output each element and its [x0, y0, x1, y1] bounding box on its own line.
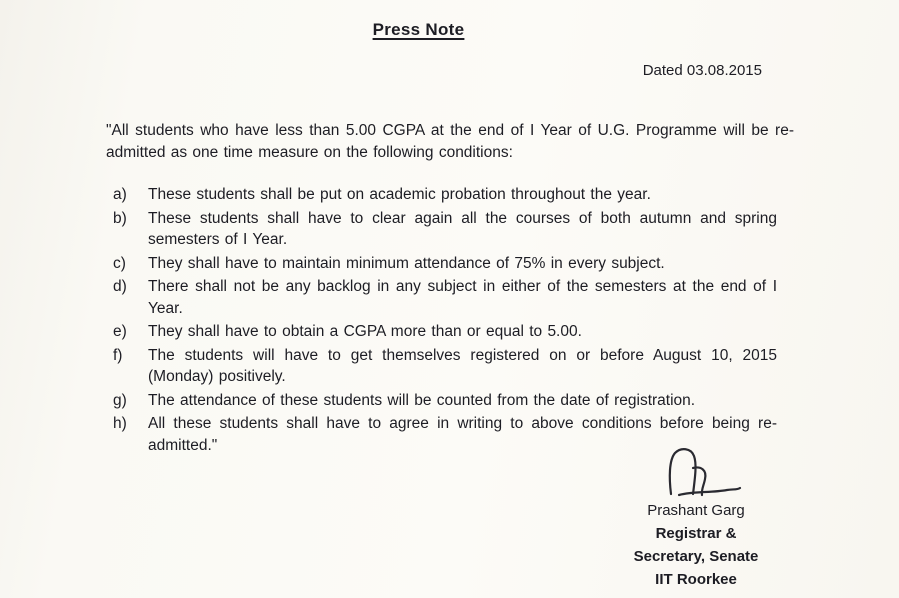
signature-block [601, 446, 791, 591]
list-item-text: The attendance of these students will be counted from the date of registration. [148, 391, 696, 409]
list-item-text: The students will have to get themselves registered on or before August 10, 2015 (Monday) positively. [148, 346, 777, 385]
signatory-title: Secretary, Senate [633, 548, 759, 565]
list-item-label: e) [113, 323, 127, 340]
list-item [113, 345, 777, 388]
list-item [113, 276, 777, 319]
signatory-name: Prashant Garg [647, 502, 745, 519]
list-item [113, 253, 777, 275]
signature-scribble-icon [648, 446, 744, 498]
list-item-text: All these students shall have to agree in writing to above conditions before being re-admitted." [148, 415, 777, 454]
signatory-title: Registrar & [655, 525, 737, 542]
document-date: Dated 03.08.2015 [642, 62, 762, 79]
document-title: Press Note [372, 20, 465, 39]
list-item-label: c) [113, 254, 126, 272]
list-item-label: d) [113, 278, 127, 295]
list-item-text: There shall not be any backlog in any subject in either of the semesters at the end of I Year. [148, 278, 777, 317]
signatory-org: IIT Roorkee [655, 571, 737, 588]
list-item [113, 321, 777, 343]
list-item-label: f) [113, 346, 123, 364]
list-item-label: b) [113, 209, 127, 227]
intro-paragraph: "All students who have less than 5.00 CGPA at the end of I Year of U.G. Programme will be re-admitted as one time measure on the following conditions: [106, 122, 794, 161]
list-item [113, 390, 777, 412]
list-item [113, 184, 777, 206]
list-item [113, 208, 777, 251]
list-item-text: These students shall be put on academic probation throughout the year. [148, 186, 651, 203]
conditions-list [113, 184, 777, 458]
list-item-label: a) [113, 186, 127, 203]
list-item-text: These students shall have to clear again all the courses of both autumn and spring semesters of I Year. [148, 209, 777, 248]
list-item-label: g) [113, 391, 127, 409]
list-item-label: h) [113, 415, 127, 432]
list-item-text: They shall have to maintain minimum attendance of 75% in every subject. [148, 254, 665, 272]
list-item-text: They shall have to obtain a CGPA more than or equal to 5.00. [148, 323, 582, 340]
